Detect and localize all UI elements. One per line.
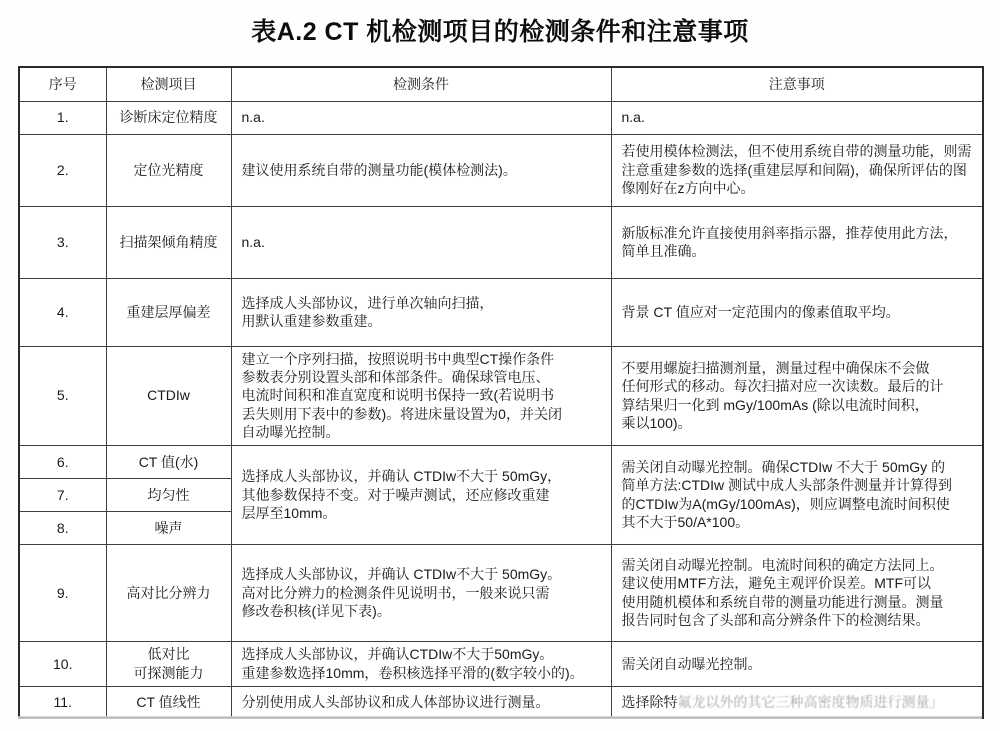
cell-note: 背景 CT 值应对一定范围内的像素值取平均。 bbox=[611, 278, 983, 346]
cell-note: 需关闭自动曝光控制。 bbox=[611, 641, 983, 686]
cell-item: 均匀性 bbox=[106, 478, 231, 511]
cell-condition-merged: 选择成人头部协议，并确认 CTDIw不大于 50mGy， 其他参数保持不变。对于噪声测试，还应修改重建 层厚至10mm。 bbox=[231, 445, 611, 544]
cell-num: 7. bbox=[19, 478, 106, 511]
cell-condition: 建立一个序列扫描，按照说明书中典型CT操作条件 参数表分别设置头部和体部条件。确保球管电压、 电流时间积和准直宽度和说明书保持一致(若说明书 丢失则用下表中的参数)。将进床量设置为0，并关闭 自动曝光控制。 bbox=[231, 346, 611, 445]
table-row bbox=[19, 686, 983, 718]
cell-condition: 建议使用系统自带的测量功能(模体检测法)。 bbox=[231, 134, 611, 206]
page-title: 表A.2 CT 机检测项目的检测条件和注意事项 bbox=[251, 18, 749, 46]
table-row bbox=[19, 206, 983, 278]
header-condition: 检测条件 bbox=[231, 67, 611, 101]
cell-note: 需关闭自动曝光控制。电流时间积的确定方法同上。 建议使用MTF方法，避免主观评价误差。MTF可以 使用随机模体和系统自带的测量功能进行测量。测量 报告同时包含了头部和高分辨条件下的检测结果。 bbox=[611, 544, 983, 641]
cell-note bbox=[611, 686, 983, 718]
header-item: 检测项目 bbox=[106, 67, 231, 101]
cell-item: 高对比分辨力 bbox=[106, 544, 231, 641]
cell-item: 噪声 bbox=[106, 511, 231, 544]
cell-num: 2. bbox=[19, 134, 106, 206]
cell-item: 诊断床定位精度 bbox=[106, 101, 231, 134]
cell-item: CT 值(水) bbox=[106, 445, 231, 478]
cell-num: 6. bbox=[19, 445, 106, 478]
cell-item: 重建层厚偏差 bbox=[106, 278, 231, 346]
cell-item: 扫描架倾角精度 bbox=[106, 206, 231, 278]
header-note: 注意事项 bbox=[611, 67, 983, 101]
table-row bbox=[19, 101, 983, 134]
table-bottom-shadow bbox=[18, 716, 982, 719]
cell-condition: n.a. bbox=[231, 206, 611, 278]
cell-note: 若使用模体检测法，但不使用系统自带的测量功能，则需 注意重建参数的选择(重建层厚和间隔)，确保所评估的图 像刚好在z方向中心。 bbox=[611, 134, 983, 206]
cell-note: 新版标准允许直接使用斜率指示器，推荐使用此方法， 简单且准确。 bbox=[611, 206, 983, 278]
cell-item: 定位光精度 bbox=[106, 134, 231, 206]
cell-num: 9. bbox=[19, 544, 106, 641]
cell-num: 10. bbox=[19, 641, 106, 686]
cell-note-merged: 需关闭自动曝光控制。确保CTDIw 不大于 50mGy 的 简单方法:CTDIw 测试中成人头部条件测量并计算得到 的CTDIw为A(mGy/100mAs)，则应调整电流时间积使 其不大于50/A*100。 bbox=[611, 445, 983, 544]
cell-condition: 选择成人头部协议，进行单次轴向扫描， 用默认重建参数重建。 bbox=[231, 278, 611, 346]
note-faded-watermarked-text: 氟龙以外的其它三种高密度物质进行测量」 bbox=[677, 693, 944, 710]
cell-num: 4. bbox=[19, 278, 106, 346]
ct-inspection-table bbox=[18, 66, 984, 719]
cell-condition: 选择成人头部协议，并确认 CTDIw不大于 50mGy。 高对比分辨力的检测条件见说明书，一般来说只需 修改卷积核(详见下表)。 bbox=[231, 544, 611, 641]
table-row bbox=[19, 346, 983, 445]
cell-condition: 选择成人头部协议，并确认CTDIw不大于50mGy。 重建参数选择10mm，卷积核选择平滑的(数字较小的)。 bbox=[231, 641, 611, 686]
cell-condition: 分别使用成人头部协议和成人体部协议进行测量。 bbox=[231, 686, 611, 718]
table-row bbox=[19, 445, 983, 478]
cell-condition: n.a. bbox=[231, 101, 611, 134]
cell-num: 5. bbox=[19, 346, 106, 445]
table-row bbox=[19, 641, 983, 686]
table-header-row bbox=[19, 67, 983, 101]
note-clear-text: 选择除特 bbox=[621, 693, 678, 710]
cell-item: CTDIw bbox=[106, 346, 231, 445]
cell-num: 3. bbox=[19, 206, 106, 278]
header-num: 序号 bbox=[19, 67, 106, 101]
cell-num: 8. bbox=[19, 511, 106, 544]
table-row bbox=[19, 134, 983, 206]
cell-note: n.a. bbox=[611, 101, 983, 134]
cell-num: 11. bbox=[19, 686, 106, 718]
cell-note: 不要用螺旋扫描测剂量，测量过程中确保床不会做 任何形式的移动。每次扫描对应一次读数。最后的计 算结果归一化到 mGy/100mAs (除以电流时间积， 乘以100)。 bbox=[611, 346, 983, 445]
cell-num: 1. bbox=[19, 101, 106, 134]
table-row bbox=[19, 544, 983, 641]
cell-item: CT 值线性 bbox=[106, 686, 231, 718]
table-row bbox=[19, 278, 983, 346]
cell-item: 低对比 可探测能力 bbox=[106, 641, 231, 686]
